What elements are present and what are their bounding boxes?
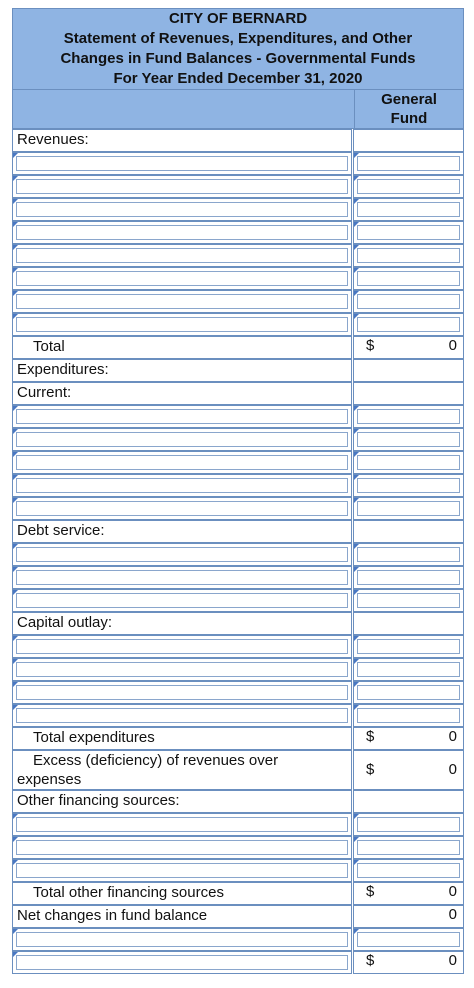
- debt-service-item-1-input[interactable]: [12, 543, 352, 566]
- revenue-amount-8-input[interactable]: [353, 313, 464, 336]
- revenue-amount-5-input[interactable]: [353, 244, 464, 267]
- fund-balance-ending-item-input[interactable]: [12, 951, 352, 974]
- revenue-row-6: [12, 267, 464, 290]
- capital-outlay-value-blank: [353, 612, 464, 635]
- revenue-row-1: [12, 152, 464, 175]
- currency-symbol: $: [366, 761, 375, 778]
- statement-period: For Year Ended December 31, 2020: [113, 70, 363, 87]
- column-header-line1: General: [381, 91, 437, 108]
- revenue-amount-1-input[interactable]: [353, 152, 464, 175]
- total-expenditures-label: Total expenditures: [12, 727, 352, 750]
- excess-value: [353, 750, 464, 790]
- current-row-1: [12, 405, 464, 428]
- current-item-5-input[interactable]: [12, 497, 352, 520]
- revenues-label: Revenues:: [12, 129, 352, 152]
- currency-symbol: $: [366, 728, 375, 745]
- current-amount-2-input[interactable]: [353, 428, 464, 451]
- current-row-2: [12, 428, 464, 451]
- current-item-3-input[interactable]: [12, 451, 352, 474]
- capital-outlay-row-4: [12, 704, 464, 727]
- capital-outlay-label: Capital outlay:: [12, 612, 352, 635]
- current-section-row: [12, 382, 464, 405]
- capital-outlay-item-3-input[interactable]: [12, 681, 352, 704]
- capital-outlay-amount-1-input[interactable]: [353, 635, 464, 658]
- total-expenditures-row: [12, 727, 464, 750]
- current-amount-3-input[interactable]: [353, 451, 464, 474]
- other-financing-item-3-input[interactable]: [12, 859, 352, 882]
- revenue-row-8: [12, 313, 464, 336]
- total-other-financing-value: [353, 882, 464, 905]
- capital-outlay-item-4-input[interactable]: [12, 704, 352, 727]
- revenue-amount-2-input[interactable]: [353, 175, 464, 198]
- revenue-row-5: [12, 244, 464, 267]
- revenues-value-blank: [353, 129, 464, 152]
- debt-service-amount-1-input[interactable]: [353, 543, 464, 566]
- current-amount-1-input[interactable]: [353, 405, 464, 428]
- capital-outlay-item-2-input[interactable]: [12, 658, 352, 681]
- revenue-amount-3-input[interactable]: [353, 198, 464, 221]
- expenditures-label: Expenditures:: [12, 359, 352, 382]
- capital-outlay-row-3: [12, 681, 464, 704]
- other-financing-row-3: [12, 859, 464, 882]
- financial-statement-form: [12, 8, 464, 981]
- other-financing-label: Other financing sources:: [12, 790, 352, 813]
- capital-outlay-row-1: [12, 635, 464, 658]
- capital-outlay-section-row: [12, 612, 464, 635]
- revenues-section-row: [12, 129, 464, 152]
- total-revenues-row: [12, 336, 464, 359]
- other-financing-item-1-input[interactable]: [12, 813, 352, 836]
- revenue-item-5-input[interactable]: [12, 244, 352, 267]
- currency-symbol: $: [366, 337, 375, 354]
- capital-outlay-item-1-input[interactable]: [12, 635, 352, 658]
- statement-title-line1: Statement of Revenues, Expenditures, and Other: [63, 30, 413, 47]
- debt-service-item-2-input[interactable]: [12, 566, 352, 589]
- other-financing-value-blank: [353, 790, 464, 813]
- expenditures-value-blank: [353, 359, 464, 382]
- fund-balance-ending-amount: 0: [448, 952, 457, 969]
- other-financing-amount-3-input[interactable]: [353, 859, 464, 882]
- statement-body: [12, 129, 464, 981]
- current-value-blank: [353, 382, 464, 405]
- current-row-5: [12, 497, 464, 520]
- current-row-4: [12, 474, 464, 497]
- total-expenditures-value: [353, 727, 464, 750]
- other-financing-amount-2-input[interactable]: [353, 836, 464, 859]
- revenue-row-4: [12, 221, 464, 244]
- capital-outlay-amount-2-input[interactable]: [353, 658, 464, 681]
- total-other-financing-label: Total other financing sources: [12, 882, 352, 905]
- debt-service-section-row: [12, 520, 464, 543]
- current-item-4-input[interactable]: [12, 474, 352, 497]
- revenue-item-1-input[interactable]: [12, 152, 352, 175]
- excess-label-line2: expenses: [17, 771, 82, 788]
- fund-balance-beginning-row: [12, 928, 464, 951]
- debt-service-row-3: [12, 589, 464, 612]
- total-expenditures-amount: 0: [448, 728, 457, 745]
- revenue-item-4-input[interactable]: [12, 221, 352, 244]
- capital-outlay-row-2: [12, 658, 464, 681]
- excess-label-line1: Excess (deficiency) of revenues over: [33, 752, 279, 769]
- revenue-row-2: [12, 175, 464, 198]
- revenue-amount-7-input[interactable]: [353, 290, 464, 313]
- capital-outlay-amount-4-input[interactable]: [353, 704, 464, 727]
- fund-balance-beginning-item-input[interactable]: [12, 928, 352, 951]
- revenue-row-3: [12, 198, 464, 221]
- net-changes-amount: 0: [448, 906, 457, 923]
- statement-header: [12, 8, 464, 90]
- current-item-2-input[interactable]: [12, 428, 352, 451]
- fund-balance-ending-row: [12, 951, 464, 974]
- general-fund-column-header: [354, 90, 463, 128]
- debt-service-row-1: [12, 543, 464, 566]
- net-changes-value: [353, 905, 464, 928]
- current-row-3: [12, 451, 464, 474]
- excess-label: [12, 750, 352, 790]
- debt-service-row-2: [12, 566, 464, 589]
- net-changes-label: Net changes in fund balance: [12, 905, 352, 928]
- fund-balance-beginning-amount-input[interactable]: [353, 928, 464, 951]
- debt-service-amount-2-input[interactable]: [353, 566, 464, 589]
- capital-outlay-amount-3-input[interactable]: [353, 681, 464, 704]
- excess-amount: 0: [448, 761, 457, 778]
- revenue-item-3-input[interactable]: [12, 198, 352, 221]
- debt-service-item-3-input[interactable]: [12, 589, 352, 612]
- other-financing-amount-1-input[interactable]: [353, 813, 464, 836]
- debt-service-amount-3-input[interactable]: [353, 589, 464, 612]
- column-header-row: [12, 90, 464, 129]
- current-item-1-input[interactable]: [12, 405, 352, 428]
- revenue-amount-6-input[interactable]: [353, 267, 464, 290]
- current-label: Current:: [12, 382, 352, 405]
- fund-balance-ending-value: [353, 951, 464, 974]
- column-header-line2: Fund: [390, 110, 428, 127]
- revenue-amount-4-input[interactable]: [353, 221, 464, 244]
- total-revenues-label: Total: [12, 336, 352, 359]
- expenditures-section-row: [12, 359, 464, 382]
- other-financing-section-row: [12, 790, 464, 813]
- total-other-financing-row: [12, 882, 464, 905]
- currency-symbol: $: [366, 883, 375, 900]
- revenue-item-7-input[interactable]: [12, 290, 352, 313]
- debt-service-value-blank: [353, 520, 464, 543]
- other-financing-item-2-input[interactable]: [12, 836, 352, 859]
- current-amount-4-input[interactable]: [353, 474, 464, 497]
- debt-service-label: Debt service:: [12, 520, 352, 543]
- statement-title-line2: Changes in Fund Balances - Governmental Funds: [60, 50, 416, 67]
- revenue-item-6-input[interactable]: [12, 267, 352, 290]
- other-financing-row-1: [12, 813, 464, 836]
- revenue-item-8-input[interactable]: [12, 313, 352, 336]
- currency-symbol: $: [366, 952, 375, 969]
- excess-row: [12, 750, 464, 790]
- total-revenues-value: [353, 336, 464, 359]
- revenue-item-2-input[interactable]: [12, 175, 352, 198]
- other-financing-row-2: [12, 836, 464, 859]
- entity-name: CITY OF BERNARD: [168, 10, 308, 27]
- current-amount-5-input[interactable]: [353, 497, 464, 520]
- total-revenues-amount: 0: [448, 337, 457, 354]
- revenue-row-7: [12, 290, 464, 313]
- net-changes-row: [12, 905, 464, 928]
- total-other-financing-amount: 0: [448, 883, 457, 900]
